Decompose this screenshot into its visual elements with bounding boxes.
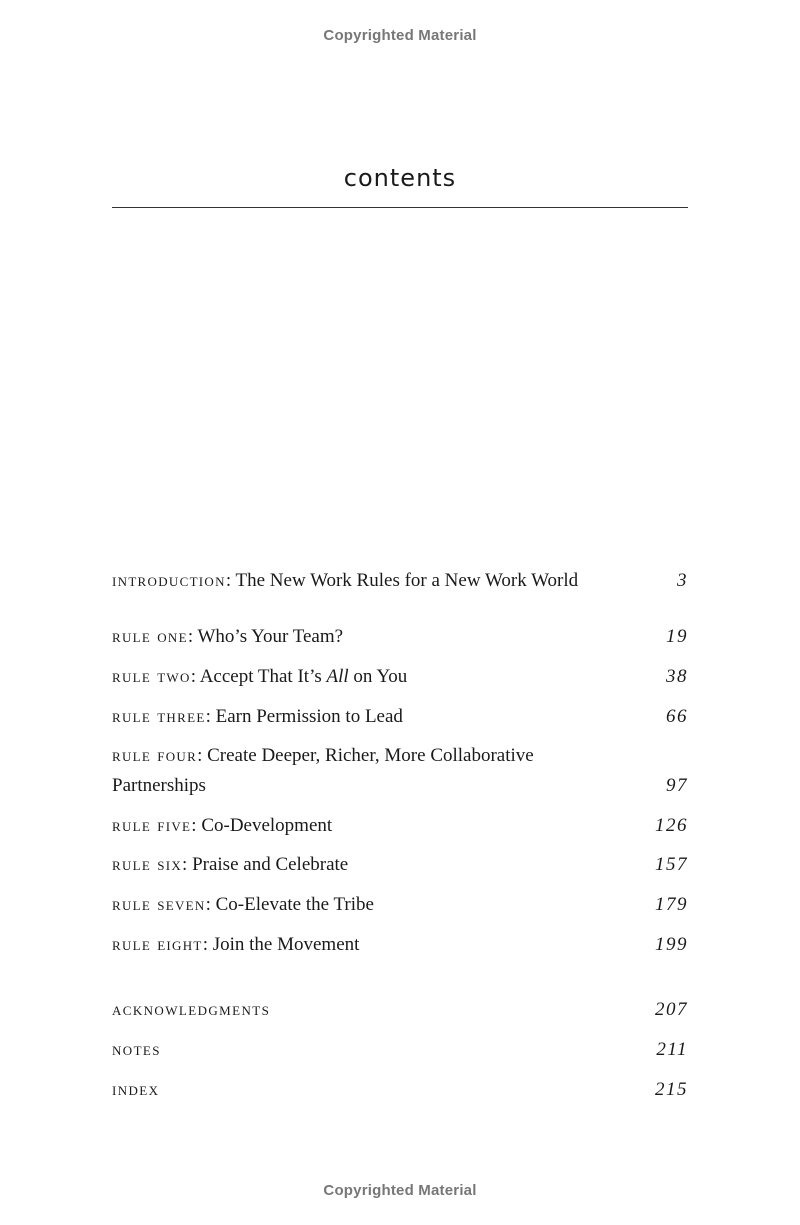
toc-entry-notes[interactable] xyxy=(112,1035,688,1065)
toc-entry-label: rule four xyxy=(112,745,198,766)
toc-entry-separator: : xyxy=(202,934,213,955)
toc-entry-separator: : xyxy=(197,745,208,766)
toc-entry-title-line1: Create Deeper, Richer, More Collaborative xyxy=(207,745,534,766)
copyright-watermark-top: Copyrighted Material xyxy=(323,27,477,44)
toc-entry-separator: : xyxy=(205,894,216,915)
toc-entry-label: rule three xyxy=(112,706,206,727)
toc-entry-title-line2: Partnerships xyxy=(112,775,206,796)
toc-entry-separator: : xyxy=(182,854,193,875)
toc-entry-title: Co-Development xyxy=(201,815,333,836)
toc-entry-rule-eight[interactable] xyxy=(112,930,688,960)
toc-page-number: 126 xyxy=(655,815,688,836)
toc-entry-rule-three[interactable] xyxy=(112,702,688,732)
toc-entry-rule-one[interactable] xyxy=(112,622,688,652)
toc-entry-separator: : xyxy=(225,570,236,591)
toc-entry-rule-four[interactable] xyxy=(112,741,688,801)
toc-page-number: 19 xyxy=(666,626,688,647)
toc-page-number: 199 xyxy=(655,934,688,955)
toc-entry-title: Co-Elevate the Tribe xyxy=(215,894,374,915)
toc-page-number: 3 xyxy=(677,570,688,591)
heading-divider xyxy=(112,207,688,208)
toc-entry-label: acknowledgments xyxy=(112,999,271,1020)
toc-entry-label: rule eight xyxy=(112,934,203,955)
toc-entry-title-part: Accept That It’s xyxy=(199,666,327,687)
toc-entry-label: rule five xyxy=(112,815,192,836)
toc-entry-rule-five[interactable] xyxy=(112,811,688,841)
toc-entry-title-emphasis: All xyxy=(326,666,349,687)
toc-page-number: 179 xyxy=(655,894,688,915)
toc-entry-separator: : xyxy=(187,626,198,647)
toc-page-number: 38 xyxy=(666,666,688,687)
toc-entry-label: rule one xyxy=(112,626,188,647)
toc-page-number: 211 xyxy=(656,1039,688,1060)
toc-entry-title: Earn Permission to Lead xyxy=(215,706,403,727)
toc-page-number: 97 xyxy=(666,775,688,796)
toc-entry-title: Who’s Your Team? xyxy=(197,626,344,647)
toc-entry-label: rule seven xyxy=(112,894,206,915)
toc-entry-index[interactable] xyxy=(112,1075,688,1105)
toc-entry-introduction[interactable] xyxy=(112,566,688,596)
toc-entry-acknowledgments[interactable] xyxy=(112,995,688,1025)
copyright-watermark-bottom: Copyrighted Material xyxy=(323,1182,477,1199)
toc-entry-separator: : xyxy=(191,815,202,836)
toc-page-number: 215 xyxy=(655,1079,688,1100)
toc-entry-separator: : xyxy=(205,706,216,727)
contents-heading: contents xyxy=(343,164,457,192)
toc-entry-label: introduction xyxy=(112,570,226,591)
toc-entry-rule-seven[interactable] xyxy=(112,890,688,920)
toc-entry-label: index xyxy=(112,1079,160,1100)
toc-entry-rule-two[interactable] xyxy=(112,662,688,692)
toc-entry-title: The New Work Rules for a New Work World xyxy=(235,570,579,591)
toc-entry-label: rule two xyxy=(112,666,191,687)
toc-entry-label: notes xyxy=(112,1039,161,1060)
toc-entry-label: rule six xyxy=(112,854,183,875)
toc-entry-title-part: on You xyxy=(348,666,408,687)
toc-entry-rule-six[interactable] xyxy=(112,850,688,880)
toc-page-number: 207 xyxy=(655,999,688,1020)
toc-page-number: 66 xyxy=(666,706,688,727)
toc-page-number: 157 xyxy=(655,854,688,875)
toc-entry-title: Join the Movement xyxy=(212,934,360,955)
toc-entry-separator: : xyxy=(190,666,200,687)
toc-entry-title: Praise and Celebrate xyxy=(192,854,349,875)
